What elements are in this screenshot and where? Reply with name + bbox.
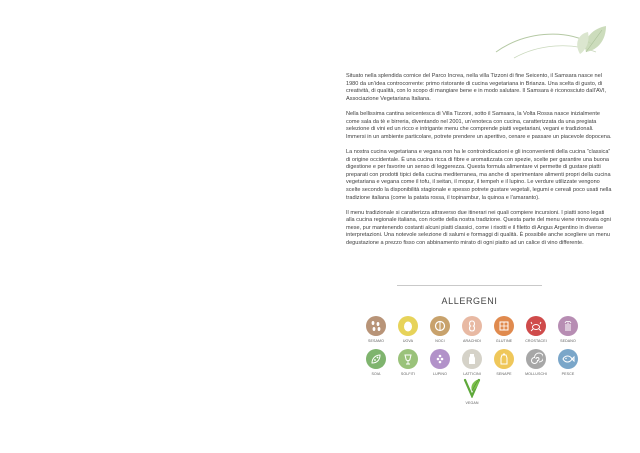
crab-icon <box>526 316 546 336</box>
allergen-noci <box>422 316 458 343</box>
egg-icon <box>398 316 418 336</box>
allergen-latticini <box>454 349 490 376</box>
wheat-icon <box>494 316 514 336</box>
vegan-leaf-icon <box>461 376 483 398</box>
allergen-label: ARACHIDI <box>463 339 481 343</box>
nut-icon <box>430 316 450 336</box>
allergen-label: SOLFITI <box>400 372 416 376</box>
allergen-sesamo <box>358 316 394 343</box>
allergen-lupino <box>422 349 458 376</box>
allergen-label: NOCI <box>435 339 445 343</box>
allergen-label: SESAMO <box>368 339 384 343</box>
allergen-arachidi <box>454 316 490 343</box>
allergen-label: MOLLUSCHI <box>525 372 547 376</box>
allergen-label: GLUTINE <box>495 339 513 343</box>
fish-icon <box>558 349 578 369</box>
allergens-title: ALLERGENI <box>441 296 498 306</box>
allergen-molluschi <box>518 349 554 376</box>
lupin-icon <box>430 349 450 369</box>
vegan-label: VEGAN <box>465 401 479 405</box>
soy-icon <box>366 349 386 369</box>
divider <box>397 285 542 286</box>
peanut-icon <box>462 316 482 336</box>
sesame-icon <box>366 316 386 336</box>
allergen-sedano <box>550 316 586 343</box>
allergen-glutine <box>486 316 522 343</box>
milk-icon <box>462 349 482 369</box>
allergen-soia <box>358 349 394 376</box>
paragraph-cuisine: La nostra cucina vegetariana e vegana non ha le controindicazioni e gli inconvenienti della cucina “classica” di origine occidentale. È una cucina ricca di fibre e aromatizzata con spezie, scelte per garantire una buona digestione e per favorire un senso di leggerezza. Questa formula alimentare vi permette di gustare piatti preparati con prodotti tipici della cucina mediterranea, ma anche di sperimentare alimenti propri della cucina vegetariana e vegana come il tofu, il seitan, il mopur, il tempeh e il lupino. Le verdure utilizzate vengono scelte secondo la disponibilità stagionale e spesso potrete gustare vegetali, legumi e cereali poco usati nella tradizione italiana (come la patata rossa, il topinambur, la quinoa e l’amaranto). <box>346 148 612 201</box>
vegan-badge <box>454 376 490 405</box>
allergen-label: PESCE <box>561 372 575 376</box>
paragraph-volta-rossa: Nella bellissima cantina seicentesca di Villa Tizzoni, sotto il Samsara, la Volta Rossa nasce inizialmente come sala da tè e birreria, diventando nel 2001, un’enoteca con cucina, caratterizzata da una pregiata selezione di vini ed un ricco e intrigante menu che comprende piatti vegetariani, vegani e tradizionali. Immersi in un ambiente particolare, potrete prendere un aperitivo, cenare e passare un piacevole dopocena. <box>346 110 612 140</box>
allergen-crostacei <box>518 316 554 343</box>
allergen-senape <box>486 349 522 376</box>
allergen-uova <box>390 316 426 343</box>
shell-icon <box>526 349 546 369</box>
celery-icon <box>558 316 578 336</box>
sulphite-icon <box>398 349 418 369</box>
allergen-label: SEDANO <box>560 339 576 343</box>
allergen-label: SOIA <box>371 372 381 376</box>
allergen-label: UOVA <box>402 339 414 343</box>
allergen-pesce <box>550 349 586 376</box>
paragraph-history: Situato nella splendida cornice del Parco Increa, nella villa Tizzoni di fine Seicento, il Samsara nasce nel 1980 da un’idea controcorrente: primo ristorante di cucina vegetariana in Brianza. Una scelta di gusto, di creatività, di qualità, con lo scopo di mangiare bene e in modo salutare. Il Samsara è riconosciuto dall’AVI, Associazione Vegetariana Italiana. <box>346 73 607 102</box>
mustard-icon <box>494 349 514 369</box>
paragraph-traditional-menu: Il menu tradizionale si caratterizza attraverso due itinerari nei quali compiere incursioni. I piatti sono legati alla cucina regionale italiana, con ricette della nostra tradizione. Questa parte del menu viene rinnovata ogni mese, pur mantenendo costanti alcuni piatti classici, come i risotti e il filetto di Angus Argentino in diverse interpretazioni. Una notevole selezione di salumi e formaggi di qualità. È possibile anche scegliere un menu degustazione a prezzo fisso con abbinamento mirato di ogni piatto ad un calice di vino differente. <box>346 209 611 247</box>
intro-text <box>346 73 614 255</box>
leaf-logo-icon <box>494 22 612 72</box>
allergen-label: LATTICINI <box>463 372 481 376</box>
allergen-solfiti <box>390 349 426 376</box>
allergen-label: CROSTACEI <box>525 339 547 343</box>
allergen-label: LUPINO <box>433 372 447 376</box>
allergen-label: SENAPE <box>496 372 512 376</box>
